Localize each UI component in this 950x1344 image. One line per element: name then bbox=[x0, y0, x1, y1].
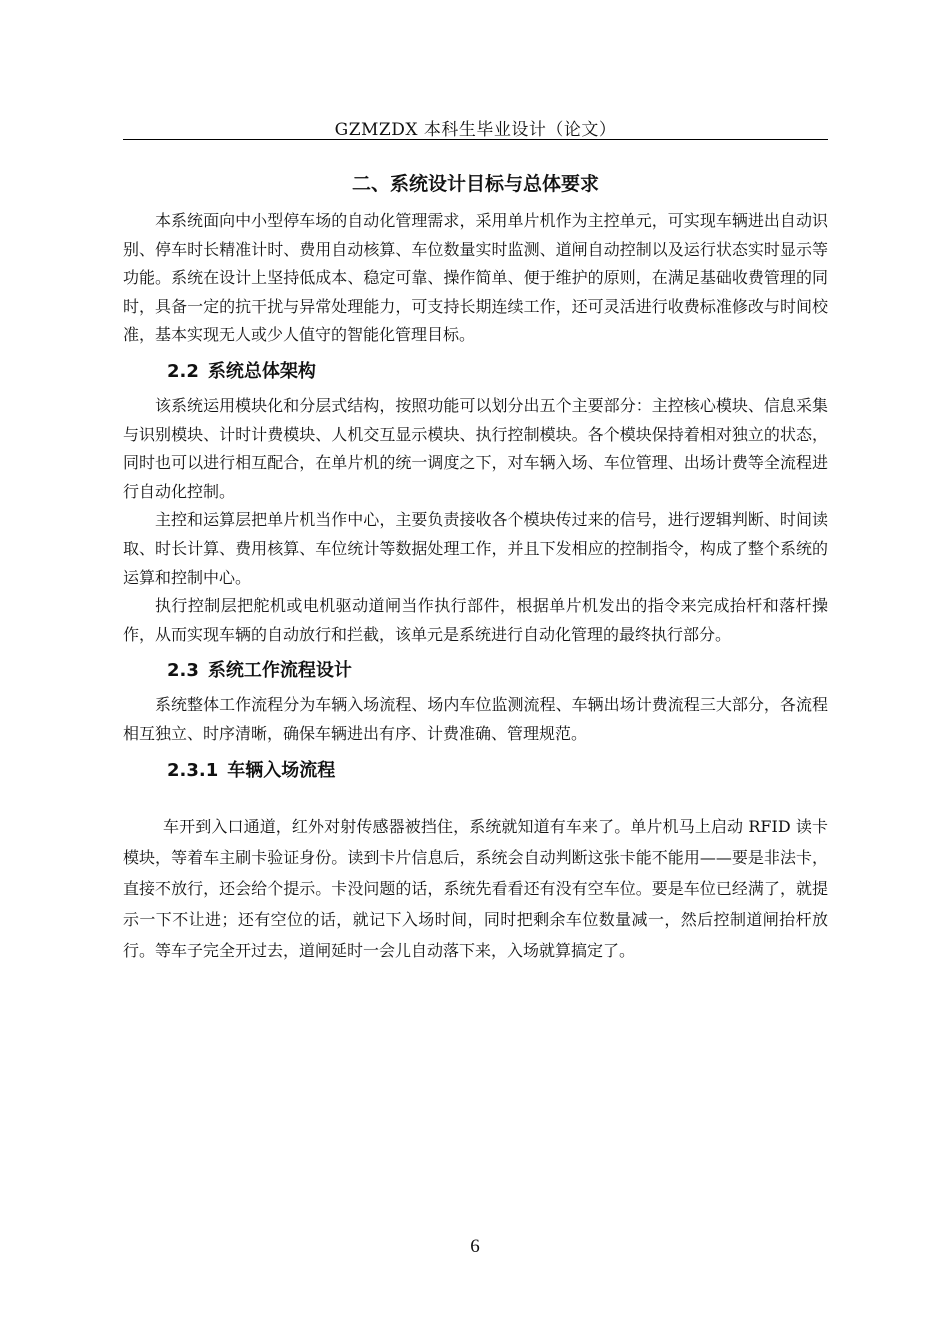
chapter-intro-paragraph: 本系统面向中小型停车场的自动化管理需求，采用单片机作为主控单元，可实现车辆进出自动识别、停车时长精准计时、费用自动核算、车位数量实时监测、道闸自动控制以及运行状态实时显示等功能。系统在设计上坚持低成本、稳定可靠、操作简单、便于维护的原则，在满足基础收费管理的同时，具备一定的抗干扰与异常处理能力，可支持长期连续工作，还可灵活进行收费标准修改与时间校准，基本实现无人或少人值守的智能化管理目标。 bbox=[123, 211, 828, 345]
page-number: 6 bbox=[470, 1236, 480, 1257]
paragraph: 车开到入口通道，红外对射传感器被挡住，系统就知道有车来了。单片机马上启动 RFID 读卡模块，等着车主刷卡验证身份。读到卡片信息后，系统会自动判断这张卡能不能用——要是非法卡，直接不放行，还会给个提示。卡没问题的话，系统先看看还有没有空车位。要是车位已经满了，就提示一下不让进；还有空位的话，就记下入场时间，同时把剩余车位数量减一，然后控制道闸抬杆放行。等车子完全开过去，道闸延时一会儿自动落下来，入场就算搞定了。 bbox=[123, 816, 828, 960]
page-header: GZMZDX 本科生毕业设计（论文） bbox=[334, 120, 617, 140]
paragraph: 执行控制层把舵机或电机驱动道闸当作执行部件，根据单片机发出的指令来完成抬杆和落杆操作，从而实现车辆的自动放行和拦截，该单元是系统进行自动化管理的最终执行部分。 bbox=[123, 596, 828, 644]
paragraph: 主控和运算层把单片机当作中心，主要负责接收各个模块传过来的信号，进行逻辑判断、时间读取、时长计算、费用核算、车位统计等数据处理工作，并且下发相应的控制指令，构成了整个系统的运算和控制中心。 bbox=[123, 510, 828, 587]
spacer bbox=[123, 791, 828, 811]
section-number: 2.2 bbox=[167, 360, 199, 382]
section-heading-2-2 bbox=[123, 356, 828, 388]
paragraph: 该系统运用模块化和分层式结构，按照功能可以划分出五个主要部分：主控核心模块、信息采集与识别模块、计时计费模块、人机交互显示模块、执行控制模块。各个模块保持着相对独立的状态，同时也可以进行相互配合，在单片机的统一调度之下，对车辆入场、车位管理、出场计费等全流程进行自动化控制。 bbox=[123, 395, 828, 501]
section-title: 系统总体架构 bbox=[207, 360, 316, 382]
header-divider bbox=[123, 139, 828, 140]
chapter-title: 二、系统设计目标与总体要求 bbox=[351, 173, 599, 195]
section-title: 系统工作流程设计 bbox=[207, 660, 352, 682]
subsection-number: 2.3.1 bbox=[167, 759, 219, 781]
subsection-title: 车辆入场流程 bbox=[227, 759, 336, 781]
document-body bbox=[123, 167, 828, 966]
section-number: 2.3 bbox=[167, 660, 199, 682]
subsection-heading-2-3-1 bbox=[123, 755, 828, 787]
section-heading-2-3 bbox=[123, 655, 828, 687]
paragraph: 系统整体工作流程分为车辆入场流程、场内车位监测流程、车辆出场计费流程三大部分，各流程相互独立、时序清晰，确保车辆进出有序、计费准确、管理规范。 bbox=[123, 695, 828, 743]
